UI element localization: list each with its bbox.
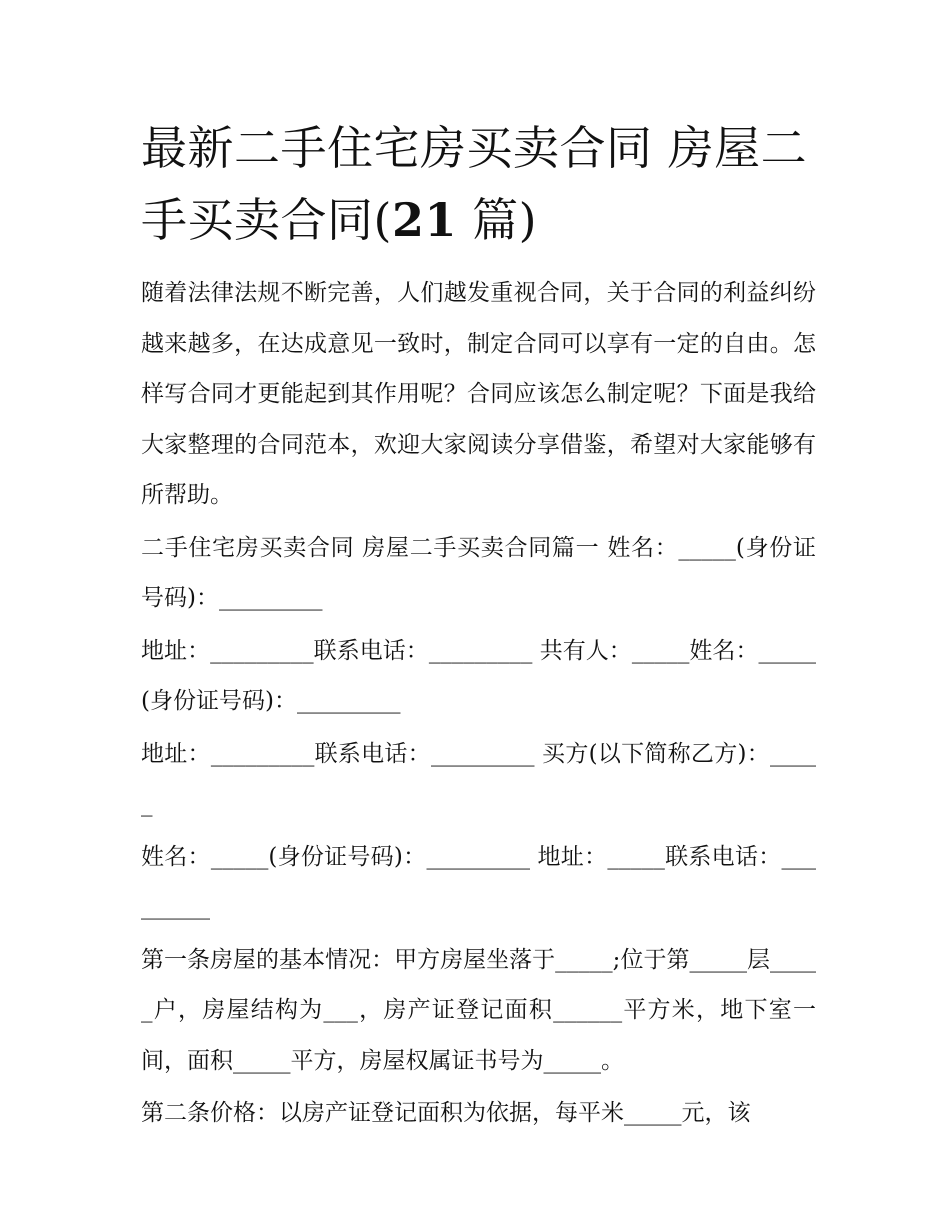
title-suffix: 篇) [456,193,538,247]
buyer-line: 地址：_________联系电话：_________ 买方(以下简称乙方)：_____ [141,740,816,817]
buyer-info-line: 姓名：_____(身份证号码)：_________ 地址：_____联系电话：_________ [141,843,816,920]
article-one-paragraph: 第一条房屋的基本情况：甲方房屋坐落于_____;位于第_____层_____户，房屋结构为___，房产证登记面积______平方米，地下室一间，面积_____平方，房屋权属证书号为_____。 [141,946,816,1074]
seller-name-line: 二手住宅房买卖合同 房屋二手买卖合同篇一 姓名：_____(身份证号码)：_________ [141,534,816,611]
article-two-paragraph: 第二条价格：以房产证登记面积为依据，每平米_____元，该 [141,1100,751,1126]
intro-paragraph: 随着法律法规不断完善，人们越发重视合同，关于合同的利益纠纷越来越多，在达成意见一致时，制定合同可以享有一定的自由。怎样写合同才更能起到其作用呢？合同应该怎么制定呢？下面是我给大家整理的合同范本，欢迎大家阅读分享借鉴，希望对大家能够有所帮助。 [141,280,816,508]
document-page [141,112,816,1141]
title-number: 21 [391,193,457,247]
document-title [141,112,816,256]
title-text: 最新二手住宅房买卖合同 房屋二手买卖合同( [141,121,808,247]
co-owner-line: 地址：_________联系电话：_________ 共有人：_____姓名：_____(身份证号码)：_________ [141,637,816,714]
